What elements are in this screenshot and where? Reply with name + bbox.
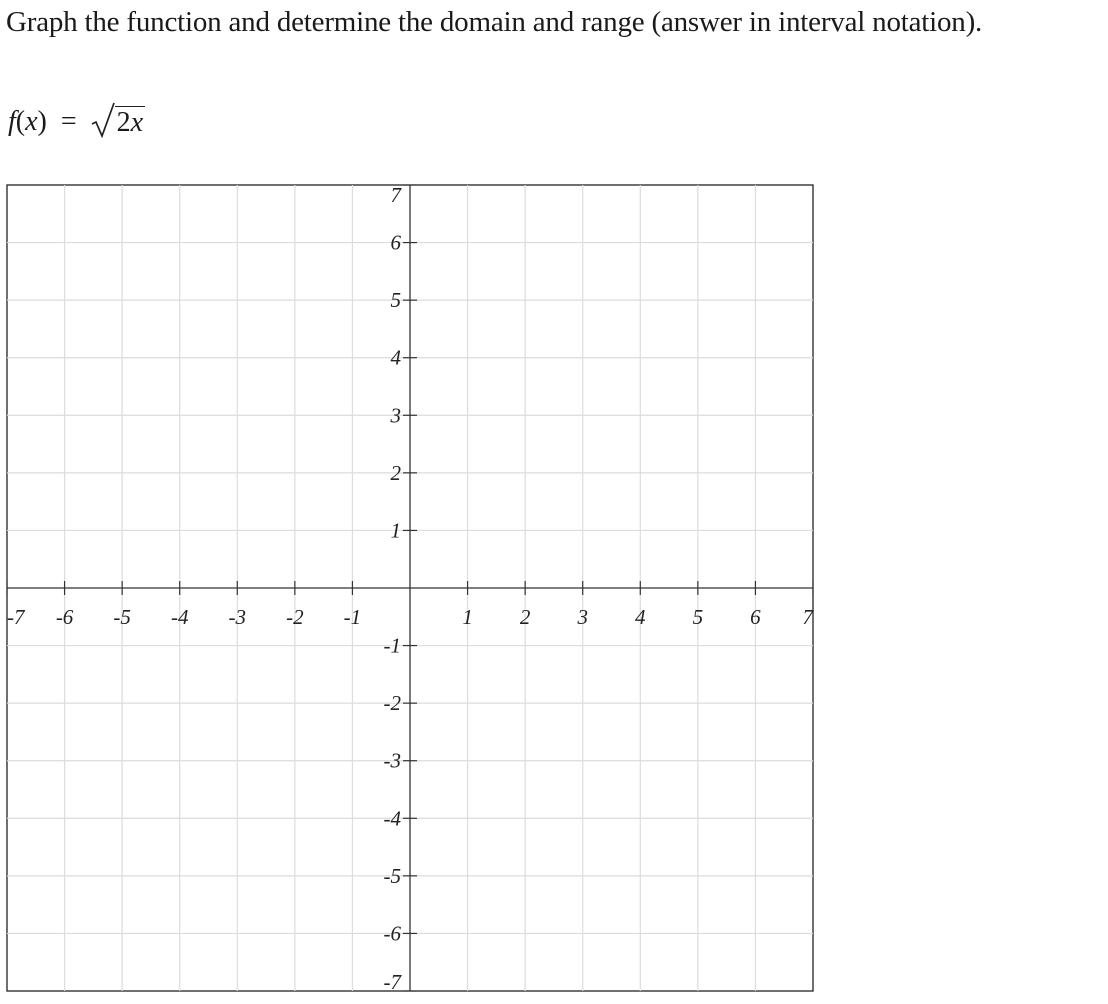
- equals-sign: =: [60, 106, 77, 137]
- x-tick-label: -7: [7, 605, 25, 629]
- x-tick-label: -3: [228, 605, 247, 629]
- y-tick-label: 2: [390, 460, 401, 485]
- x-tick-label: -5: [113, 605, 131, 629]
- y-tick-label: 7: [390, 183, 401, 207]
- x-tick-label: 4: [635, 605, 646, 629]
- y-tick-label: 6: [390, 230, 401, 255]
- y-tick-label: 1: [390, 518, 401, 543]
- function-name: f: [8, 106, 16, 137]
- question-prompt: Graph the function and determine the domain and range (answer in interval notation).: [6, 6, 983, 38]
- y-tick-label: -4: [383, 806, 401, 831]
- y-tick-label: -5: [383, 863, 401, 888]
- radicand-variable: x: [130, 107, 144, 138]
- y-tick-label: -3: [383, 748, 401, 773]
- x-tick-label: -2: [286, 605, 304, 629]
- x-tick-label: 1: [462, 605, 473, 629]
- x-tick-label: -4: [170, 605, 189, 629]
- close-paren: ): [37, 106, 47, 137]
- y-tick-label: -6: [383, 921, 401, 946]
- radicand-coefficient: 2: [116, 107, 131, 138]
- function-variable: x: [25, 106, 38, 137]
- open-paren: (: [15, 106, 26, 137]
- y-tick-label: -2: [383, 691, 401, 716]
- x-tick-label: 2: [519, 605, 531, 629]
- y-tick-label: -7: [383, 970, 401, 994]
- x-tick-label: 3: [577, 605, 588, 629]
- y-tick-label: 4: [390, 345, 401, 370]
- y-tick-label: 3: [390, 403, 401, 428]
- x-tick-label: -1: [343, 605, 362, 629]
- x-tick-label: 5: [692, 605, 704, 629]
- x-tick-label: 7: [802, 605, 813, 629]
- y-tick-label: -1: [383, 633, 401, 658]
- y-tick-label: 5: [390, 288, 401, 313]
- x-tick-label: -6: [55, 605, 74, 629]
- x-tick-label: 6: [750, 605, 761, 629]
